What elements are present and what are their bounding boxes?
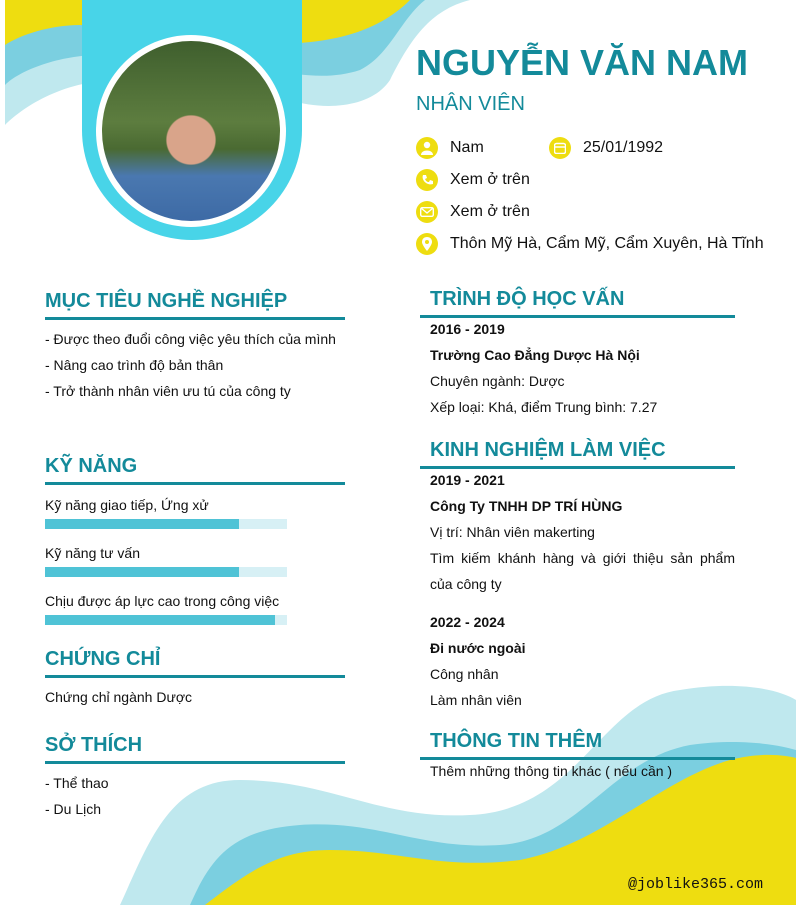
extra-info-text: Thêm những thông tin khác ( nếu cần ) [430,763,673,779]
mail-icon [416,201,438,223]
skill-label: Kỹ năng tư vấn [45,545,140,561]
section-title: KỸ NĂNG [45,455,345,485]
skill-label: Kỹ năng giao tiếp, Ứng xử [45,497,209,513]
dob-row [549,137,663,159]
list-item: - Du Lịch [45,801,102,817]
list-item: Chứng chỉ ngành Dược [45,689,192,705]
education-period: 2016 - 2019 [430,321,505,337]
watermark: @joblike365.com [628,876,764,893]
phone-value: Xem ở trên [450,171,530,188]
job-period: 2019 - 2021 [430,472,505,488]
list-item: - Trở thành nhân viên ưu tú của công ty [45,383,291,399]
job-company: Đi nước ngoài [430,640,526,656]
section-title: KINH NGHIỆM LÀM VIỆC [420,439,735,469]
list-item: - Nâng cao trình độ bản thân [45,357,224,373]
skill-bar [45,615,287,625]
avatar [96,35,286,227]
location-pin-icon [416,233,438,255]
candidate-role: NHÂN VIÊN [416,93,525,115]
section-title: CHỨNG CHỈ [45,648,345,678]
extra-info-section [420,730,735,784]
job-position: Vị trí: Nhân viên makerting [430,524,595,540]
skill-bar-fill [45,567,239,577]
email-value: Xem ở trên [450,203,530,220]
education-grade: Xếp loại: Khá, điểm Trung bình: 7.27 [430,399,658,415]
dob-value: 25/01/1992 [583,139,664,156]
section-title: MỤC TIÊU NGHỀ NGHIỆP [45,290,345,320]
experience-section [420,439,735,713]
hobbies-section [45,734,345,822]
user-icon [416,137,438,159]
address-value: Thôn Mỹ Hà, Cẩm Mỹ, Cẩm Xuyên, Hà Tĩnh [450,235,764,252]
education-section [420,288,735,420]
skill-bar [45,567,287,577]
job-position: Công nhân [430,666,499,682]
job-description: Tìm kiếm khánh hàng và giới thiệu sản phẩm của công ty [430,550,735,592]
certificates-section [45,648,345,710]
section-title: SỞ THÍCH [45,734,345,764]
skills-section [45,455,345,639]
job-description: Làm nhân viên [430,692,522,708]
gender-row [416,137,484,159]
gender-value: Nam [450,139,484,156]
skill-bar-fill [45,615,275,625]
calendar-icon [549,137,571,159]
section-title: TRÌNH ĐỘ HỌC VẤN [420,288,735,318]
phone-icon [416,169,438,191]
education-school: Trường Cao Đẳng Dược Hà Nội [430,347,640,363]
phone-row [416,169,530,191]
address-row [416,233,764,255]
job-company: Công Ty TNHH DP TRÍ HÙNG [430,498,623,514]
list-item: - Thể thao [45,775,109,791]
skill-bar-fill [45,519,239,529]
skill-label: Chịu được áp lực cao trong công việc [45,593,280,609]
candidate-name: NGUYỄN VĂN NAM [416,42,749,83]
email-row [416,201,530,223]
job-period: 2022 - 2024 [430,614,505,630]
skill-bar [45,519,287,529]
list-item: - Được theo đuổi công việc yêu thích của mình [45,331,336,347]
section-title: THÔNG TIN THÊM [420,730,735,760]
objective-section [45,290,345,404]
education-major: Chuyên ngành: Dược [430,373,565,389]
